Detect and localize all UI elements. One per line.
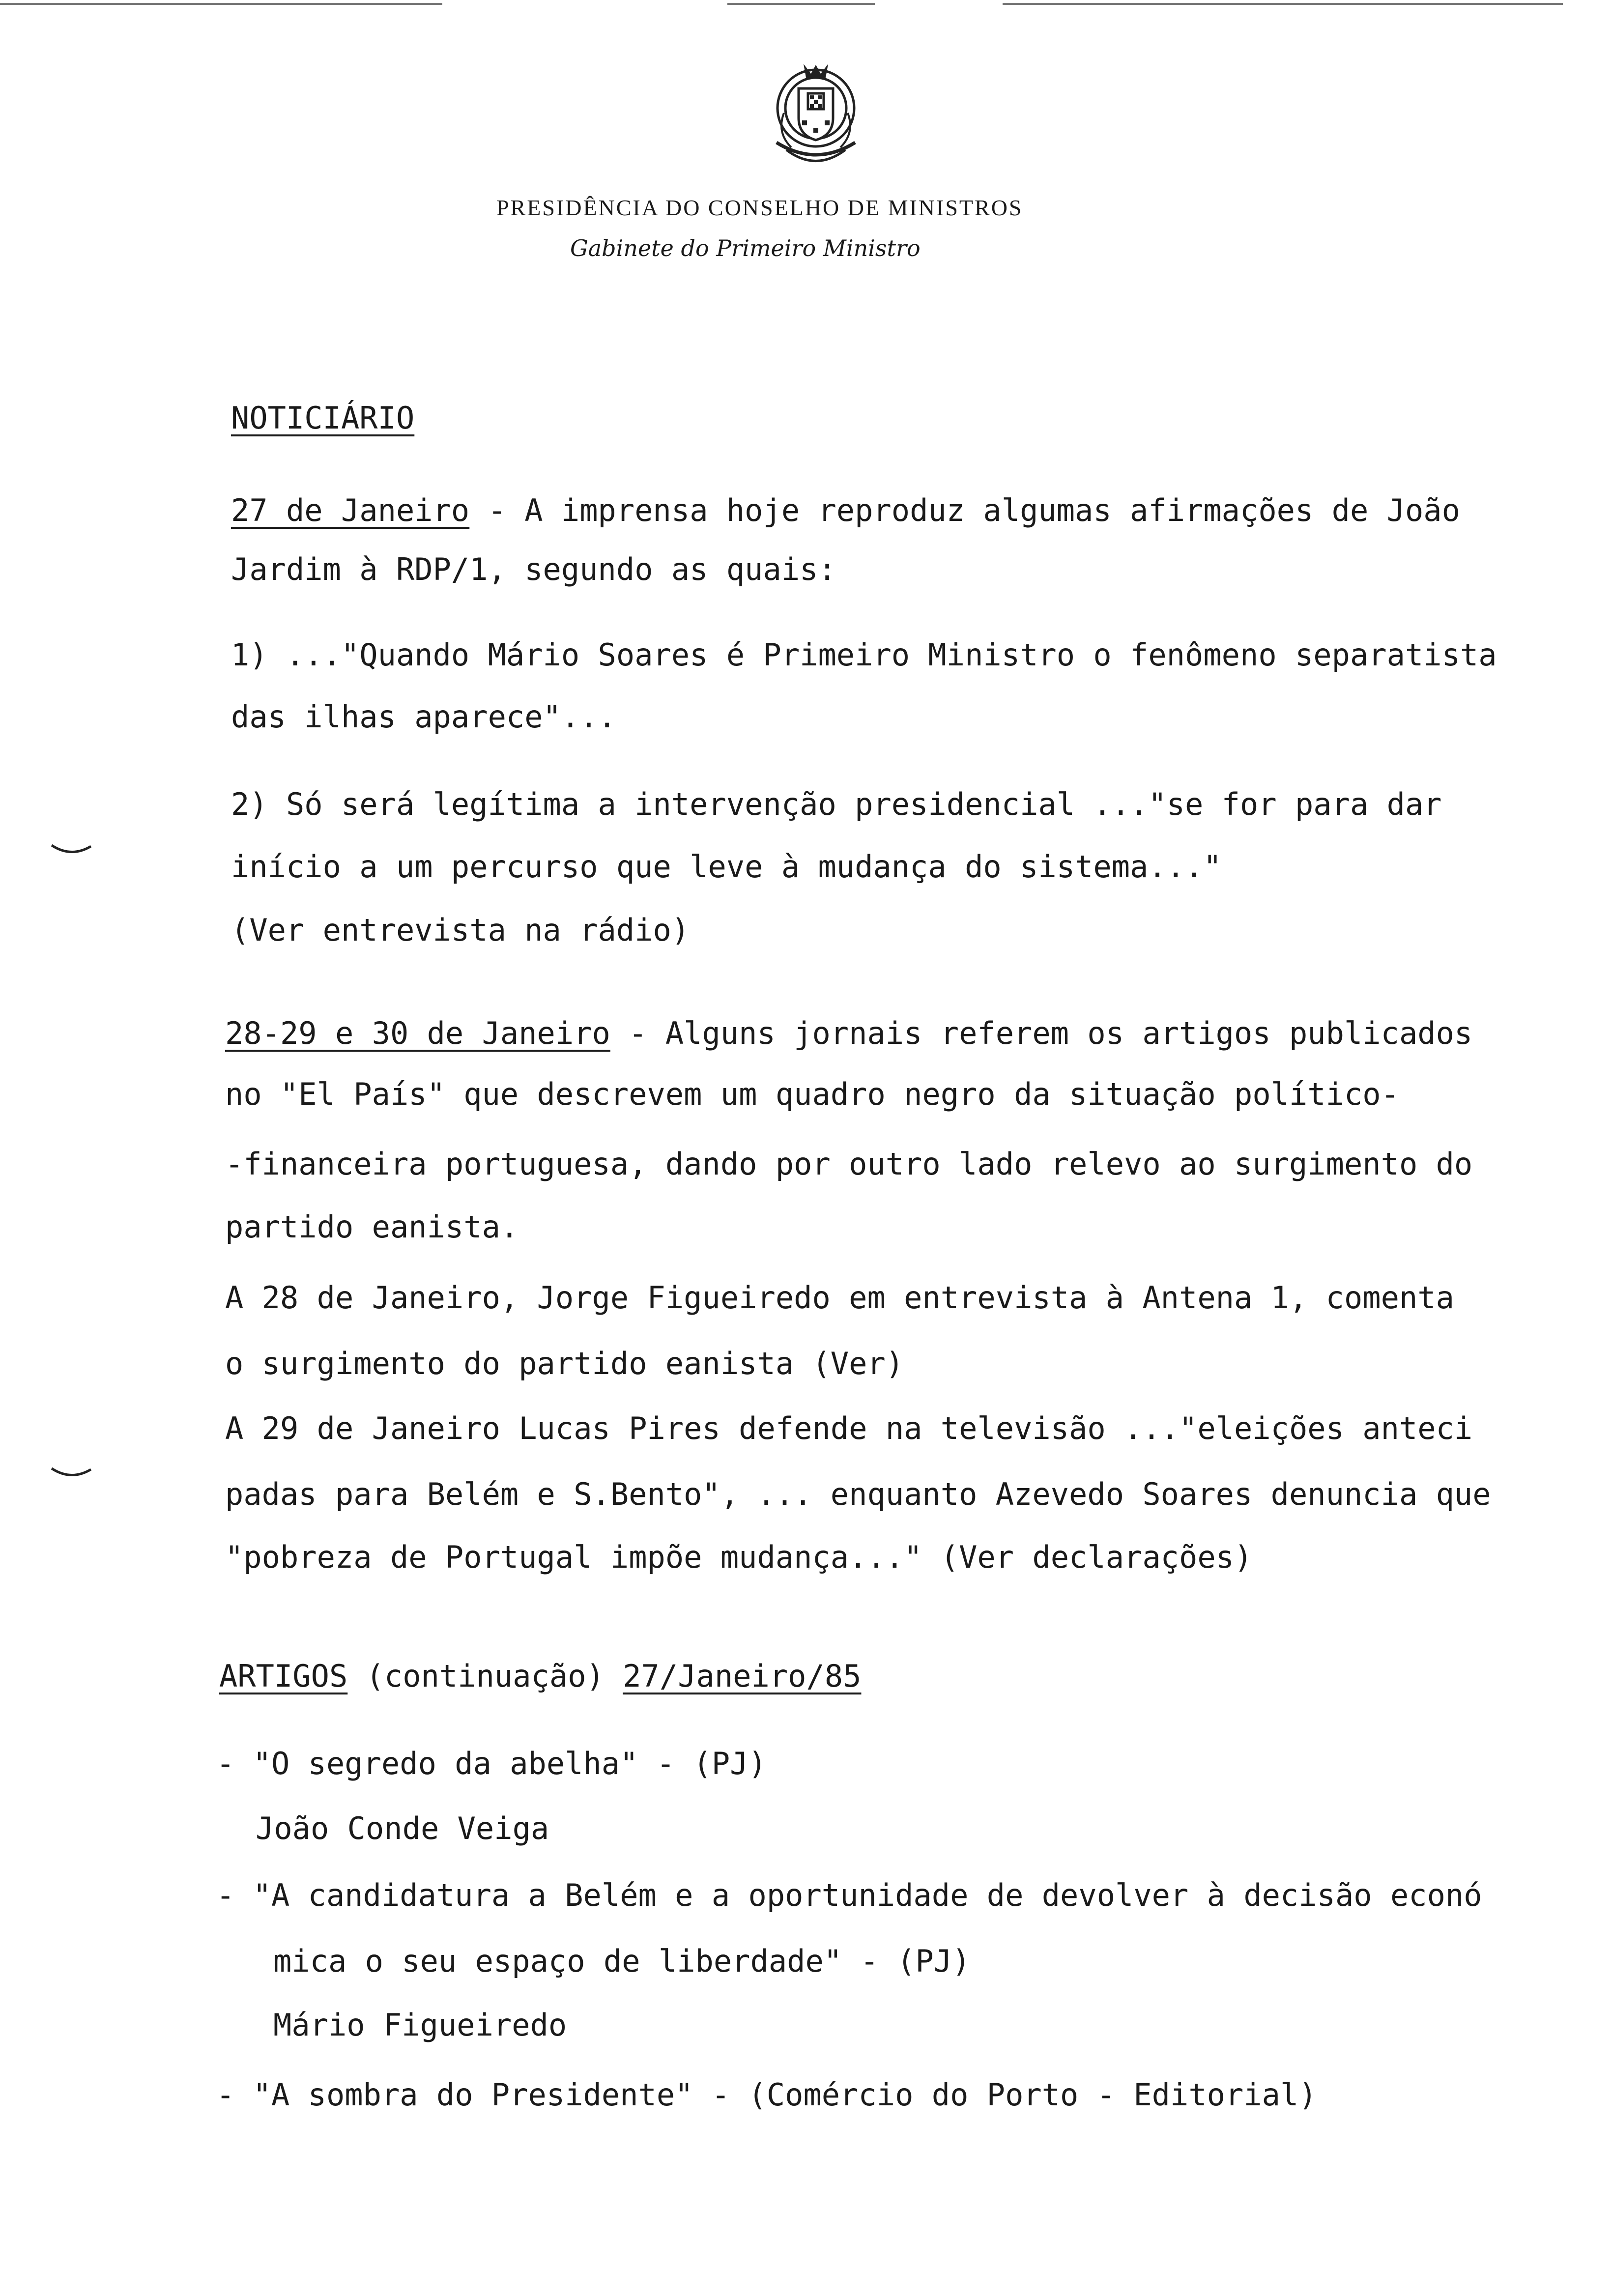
paragraph-line: padas para Belém e S.Bento", ... enquanto Azevedo Soares denuncia que xyxy=(225,1476,1491,1512)
top-rule-middle xyxy=(727,3,875,5)
top-rule-left xyxy=(0,3,442,5)
paragraph-line: -financeira portuguesa, dando por outro lado relevo ao surgimento do xyxy=(225,1146,1473,1182)
institution-heading: PRESIDÊNCIA DO CONSELHO DE MINISTROS xyxy=(496,195,1023,220)
margin-mark xyxy=(49,1464,93,1484)
section-date: 27/Janeiro/85 xyxy=(623,1658,862,1694)
paragraph-line: das ilhas aparece"... xyxy=(231,699,616,735)
paragraph-line: 2) Só será legítima a intervenção presidencial ..."se for para dar xyxy=(231,786,1442,822)
paragraph-line: 28-29 e 30 de Janeiro - Alguns jornais referem os artigos publicados xyxy=(225,1015,1473,1051)
paragraph-line: "pobreza de Portugal impõe mudança..." (Ver declarações) xyxy=(225,1539,1253,1575)
top-rule-right xyxy=(1003,3,1563,5)
list-item-continuation: mica o seu espaço de liberdade" - (PJ) xyxy=(273,1943,971,1979)
paragraph-line: A 29 de Janeiro Lucas Pires defende na televisão ..."eleições anteci xyxy=(225,1410,1473,1446)
paragraph-line: partido eanista. xyxy=(225,1209,519,1245)
paragraph-line: Jardim à RDP/1, segundo as quais: xyxy=(231,551,836,587)
list-item: - "O segredo da abelha" - (PJ) xyxy=(216,1746,767,1781)
section-heading-artigos: ARTIGOS (continuação) 27/Janeiro/85 xyxy=(219,1658,862,1694)
paragraph-line: 1) ..."Quando Mário Soares é Primeiro Ministro o fenômeno separatista xyxy=(231,637,1497,673)
entry-date: 28-29 e 30 de Janeiro xyxy=(225,1015,610,1051)
paragraph-line: o surgimento do partido eanista (Ver) xyxy=(225,1346,904,1381)
list-item: - "A sombra do Presidente" - (Comércio do Porto - Editorial) xyxy=(216,2077,1317,2113)
section-title-noticiario: NOTICIÁRIO xyxy=(231,400,415,436)
paragraph-line: A 28 de Janeiro, Jorge Figueiredo em entrevista à Antena 1, comenta xyxy=(225,1280,1454,1316)
paragraph-line: início a um percurso que leve à mudança do sistema..." xyxy=(231,849,1222,885)
article-author: João Conde Veiga xyxy=(256,1810,549,1846)
section-title-artigos: ARTIGOS xyxy=(219,1658,348,1694)
office-subheading: Gabinete do Primeiro Ministro xyxy=(570,235,921,261)
paragraph-line: (Ver entrevista na rádio) xyxy=(231,912,690,948)
list-item: - "A candidatura a Belém e a oportunidade de devolver à decisão econó xyxy=(216,1877,1482,1913)
entry-date: 27 de Janeiro xyxy=(231,492,470,528)
paragraph-line: 27 de Janeiro - A imprensa hoje reproduz algumas afirmações de João xyxy=(231,492,1460,528)
coat-of-arms-emblem xyxy=(757,54,875,172)
paragraph-line: no "El País" que descrevem um quadro negro da situação político- xyxy=(225,1076,1399,1112)
margin-mark xyxy=(49,841,93,861)
article-author: Mário Figueiredo xyxy=(273,2007,567,2043)
